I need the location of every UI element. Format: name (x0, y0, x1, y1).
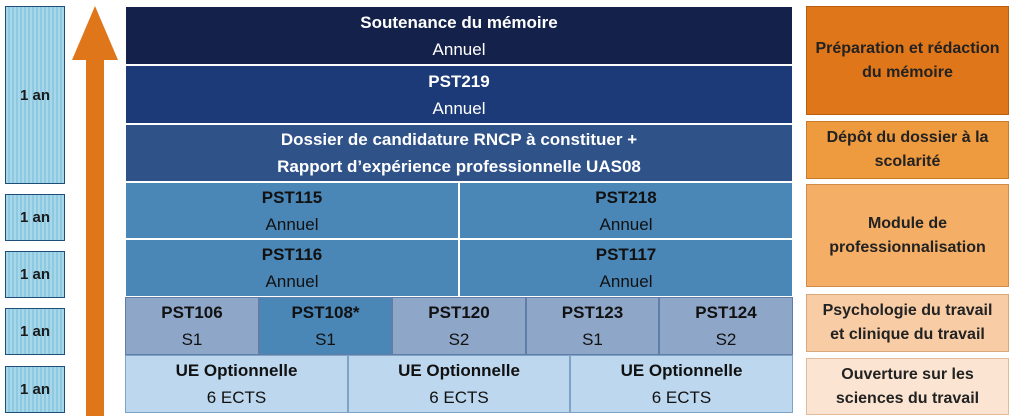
year-box-3 (5, 251, 65, 298)
block-title: PST116 (261, 245, 323, 264)
right-label-text: Psychologie du travail et clinique du travail (822, 302, 993, 343)
block-title: PST117 (595, 245, 657, 264)
block-title: PST219 (428, 71, 490, 91)
label-ouverture-sciences (806, 358, 1009, 415)
block-dossier (125, 124, 793, 182)
year-box-1 (5, 6, 65, 184)
right-label-text: Préparation et rédaction du mémoire (815, 39, 1000, 81)
block-title: UE Optionnelle (175, 361, 298, 380)
block-pst124 (659, 297, 793, 355)
block-title: PST123 (561, 303, 624, 322)
block-title: PST115 (261, 187, 323, 207)
progression-arrow-icon (70, 4, 120, 416)
block-sub: Annuel (432, 39, 486, 59)
block-ue-optionnelle-1 (125, 355, 348, 413)
block-sub: Annuel (265, 272, 319, 291)
block-pst117 (459, 239, 793, 297)
block-sub: S1 (315, 330, 336, 349)
year-label: 1 an (19, 323, 50, 340)
block-ue-optionnelle-2 (348, 355, 570, 413)
block-ue-optionnelle-3 (570, 355, 793, 413)
right-label-text: Dépôt du dossier à la scolarité (826, 129, 989, 170)
block-title: Soutenance du mémoire (360, 12, 558, 32)
block-pst120 (392, 297, 526, 355)
block-title: PST124 (695, 303, 757, 322)
block-sub: S1 (582, 330, 603, 349)
label-preparation-memoire (806, 6, 1009, 115)
label-professionnalisation (806, 184, 1009, 287)
block-title: UE Optionnelle (620, 361, 743, 380)
year-box-5 (5, 366, 65, 413)
block-sub: Annuel (599, 272, 653, 291)
block-title: PST120 (428, 303, 490, 322)
year-label: 1 an (19, 266, 50, 283)
year-box-2 (5, 194, 65, 241)
block-pst219 (125, 65, 793, 124)
right-label-text: Ouverture sur les sciences du travail (835, 365, 980, 407)
block-sub: 6 ECTS (651, 388, 712, 407)
block-sub: Annuel (432, 98, 486, 118)
block-title: PST108* (291, 303, 360, 322)
right-label-text: Module de professionnalisation (829, 214, 986, 256)
block-sub: 6 ECTS (429, 388, 489, 407)
block-sub: S2 (448, 330, 470, 349)
block-sub: Annuel (599, 214, 653, 234)
year-box-4 (5, 308, 65, 355)
year-label: 1 an (19, 381, 50, 398)
label-psychologie-travail (806, 294, 1009, 352)
year-label: 1 an (19, 209, 50, 226)
block-pst106 (125, 297, 259, 355)
block-sub: Annuel (265, 214, 319, 234)
block-sub: 6 ECTS (206, 388, 267, 407)
block-pst116 (125, 239, 459, 297)
block-pst115 (125, 182, 459, 239)
block-title: PST218 (595, 187, 657, 207)
block-title: PST106 (161, 303, 223, 322)
block-sub: S2 (715, 330, 737, 349)
year-label: 1 an (19, 86, 50, 104)
label-depot-dossier (806, 121, 1009, 179)
block-line: Dossier de candidature RNCP à constituer + (280, 130, 638, 149)
block-sub: S1 (181, 330, 203, 349)
block-pst123 (526, 297, 659, 355)
block-line: Rapport d’expérience professionnelle UAS08 (277, 157, 641, 176)
block-pst108 (259, 297, 392, 355)
block-pst218 (459, 182, 793, 239)
block-title: UE Optionnelle (398, 361, 520, 380)
block-soutenance (125, 6, 793, 65)
